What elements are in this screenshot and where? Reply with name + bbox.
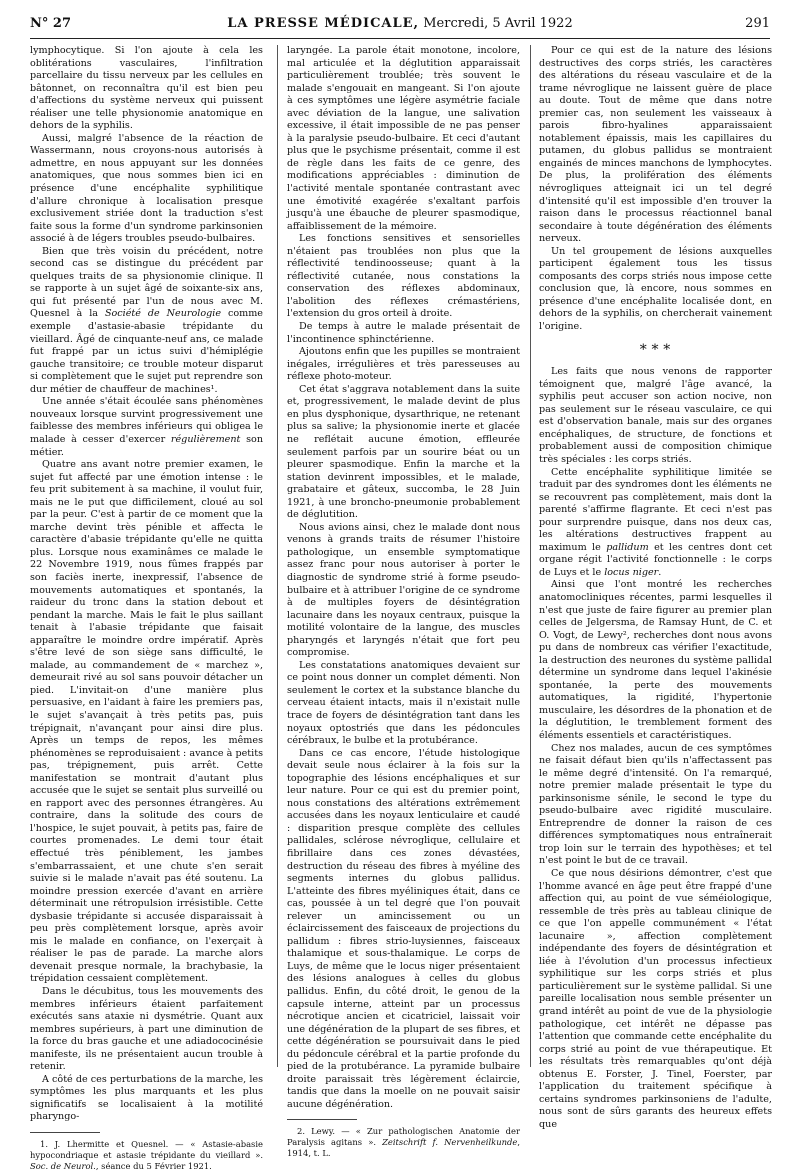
paragraph: Une année s'était écoulée sans phénomènes nouveaux lorsque survint progressivement une faiblesse des membres inférieurs qui obligea le malade à cesser d'exercer régulièrement son métier. — [30, 396, 263, 458]
paragraph: De temps à autre le malade présentait de l'incontinence sphinctérienne. — [287, 321, 520, 345]
paragraph: Ce que nous désirions démontrer, c'est que l'homme avancé en âge peut être frappé d'une affection qui, au point de vue séméiologique, ressemble de très près au tableau clinique de ce que l'on appelle communément « l'état lacunaire », affection complètement indépendante des foyers de désintégration et liée à l'évolution d'un processus infectieux syphilitique sur les corps striés et plus particulièrement sur le système pallidal. Si une pareille localisation nous semble présenter un grand intérêt au point de vue de la physiologie pathologique, cet intérêt ne dépasse pas l'attention que commande cette encéphalite du corps strié au point de vue thérapeutique. Et les résultats très remarquables qu'ont déjà obtenus E. Forster, J. Tinel, Foerster, par l'application du traitement spécifique à certains syndromes parkinsoniens de l'adulte, nous sont de sûrs garants des heureux effets que — [539, 868, 772, 1130]
issue-date: Mercredi, 5 Avril 1922 — [423, 16, 573, 31]
footnote: 2. Lewy. — « Zur pathologischen Anatomie der Paralysis agitans ». Zeitschrift f. Nervenheilkunde, 1914, t. L. — [287, 1126, 520, 1159]
text-column-2 — [287, 45, 520, 1159]
paragraph: Pour ce qui est de la nature des lésions destructives des corps striés, les caractères des altérations du réseau vasculaire et de la trame névroglique ne laissent guère de place au doute. Tout de même que dans notre premier cas, non seulement les vaisseaux à parois fibro-hyalines apparaissaient notablement épaissis, mais les capillaires du putamen, du globus pallidus se montraient engainés de minces manchons de lymphocytes. De plus, la prolifération des éléments névrogliques atteignait ici un tel degré d'intensité qu'il est impossible d'en trouver la raison dans le processus réactionnel banal secondaire à toute dégénération des éléments nerveux. — [539, 45, 772, 245]
footnote: 1. J. Lhermitte et Quesnel. — « Astasie-abasie hypocondriaque et astasie trépidante du vieillard ». Soc. de Neurol., séance du 5 Février 1921. — [30, 1139, 263, 1172]
running-title — [30, 16, 770, 31]
page-header — [30, 16, 770, 36]
paragraph: Aussi, malgré l'absence de la réaction de Wassermann, nous croyons-nous autorisés à admettre, en nous appuyant sur les données anatomiques, que nous sommes bien ici en présence d'une encéphalite syphilitique d'allure chronique à localisation presque exclusivement striée dont la traduction s'est faite sous la forme d'un syndrome parkinsonien associé à de légers troubles pseudo-bulbaires. — [30, 132, 263, 245]
paragraph: Bien que très voisin du précédent, notre second cas se distingue du précédent par quelques traits de sa physionomie clinique. Il se rapporte à un sujet âgé de soixante-six ans, qui fut présenté par l'un de nous avec M. Quesnel à la Société de Neurologie comme exemple d'astasie-abasie trépidante du vieillard. Âgé de cinquante-neuf ans, ce malade fut frappé par un ictus suivi d'hémiplégie gauche transitoire; ce trouble moteur disparut si complètement que le sujet put reprendre son dur métier de chauffeur de machines¹. — [30, 245, 263, 395]
paragraph: Les faits que nous venons de rapporter témoignent que, malgré l'âge avancé, la syphilis peut accuser son action nocive, non pas seulement sur le réseau vasculaire, ce qui est d'observation banale, mais sur des organes encéphaliques, de structure, de fonctions et probablement aussi de composition chimique très spéciales : les corps striés. — [539, 366, 772, 465]
footnote-rule — [287, 1119, 357, 1120]
society-name: Société de Neurologie — [104, 308, 222, 320]
column-divider — [277, 45, 278, 1067]
journal-name: LA PRESSE MÉDICALE, — [227, 16, 420, 31]
issue-number: N° 27 — [30, 16, 71, 31]
header-rule — [30, 38, 770, 39]
page-number: 291 — [745, 16, 770, 31]
paragraph: Ajoutons enfin que les pupilles se montraient inégales, irrégulières et très paresseuses au réflexe photo-moteur. — [287, 346, 520, 383]
paragraph: Ainsi que l'ont montré les recherches anatomocliniques récentes, parmi lesquelles il n'est que juste de faire figurer au premier plan celles de Jelgersma, de Ramsay Hunt, de C. et O. Vogt, de Lewy², recherches dont nous avons pu dans de nombreux cas vérifier l'exactitude, la destruction des neurones du système pallidal détermine un syndrome dans lequel l'akinésie spontanée, la perte des mouvements automatiques, la rigidité, l'hypertonie musculaire, les désordres de la phonation et de la déglutition, le tremblement forment des éléments essentiels et caractéristiques. — [539, 579, 772, 741]
paragraph: Cette encéphalite syphilitique limitée se traduit par des syndromes dont les éléments ne se recouvrent pas complètement, mais dont la parenté s'affirme flagrante. Et ceci n'est pas pour surprendre puisque, dans nos deux cas, les altérations destructives frappent au maximum le pallidum et les centres dont cet organe régit l'activité fonctionnelle : le corps de Luys et le locus niger. — [539, 466, 772, 578]
paragraph: laryngée. La parole était monotone, incolore, mal articulée et la déglutition apparaissait particulièrement troublée; très souvent le malade s'engouait en mangeant. Si l'on ajoute à ces symptômes une légère asymétrie faciale avec déviation de la langue, une salivation excessive, il était impossible de ne pas penser à la paralysie pseudo-bulbaire. Et ceci d'autant plus que le psychisme présentait, comme il est de règle dans les faits de ce genre, des modifications appréciables : diminution de l'activité mentale spontanée contrastant avec une émotivité exagérée s'exaltant parfois jusqu'à une ébauche de pleurer spasmodique, affaiblissement de la mémoire. — [287, 45, 520, 232]
paragraph: lymphocytique. Si l'on ajoute à cela les oblitérations vasculaires, l'infiltration parcellaire du tissu nerveux par les cellules en bâtonnet, on reconnaîtra qu'il est bien peu d'affections du système nerveux qui puissent réaliser une telle physionomie anatomique en dehors de la syphilis. — [30, 45, 263, 132]
paragraph: Quatre ans avant notre premier examen, le sujet fut affecté par une émotion intense : le feu prit subitement à sa machine, il voulut fuir, mais ne le put que difficilement, cloué au sol par la peur. C'est à partir de ce moment que la marche devint très pénible et affecta le caractère d'abasie trépidante qu'elle ne quitta plus. Lorsque nous examinâmes ce malade le 22 Novembre 1919, nous fûmes frappés par son faciès inerte, inexpressif, l'absence de mouvements automatiques et spontanés, la raideur du tronc dans la station debout et pendant la marche. Mais le fait le plus saillant tenait à l'abasie trépidante que faisait apparaître le moindre ordre impératif. Après s'être levé de son siège sans difficulté, le malade, au commandement de « marchez », demeurait rivé au sol sans pouvoir détacher un pied. L'invitait-on d'une manière plus persuasive, en l'aidant à faire les premiers pas, le sujet s'avançait à très petits pas, puis trépignait, n'avançant pour ainsi dire plus. Après un temps de repos, les mêmes phénomènes se reproduisaient : avance à petits pas, trépignement, puis arrêt. Cette manifestation se montrait d'autant plus accusée que le sujet se sentait plus surveillé ou en rapport avec des personnes étrangères. Au contraire, dans la solitude des cours de l'hospice, le sujet pouvait, à petits pas, faire de courtes promenades. Le demi tour était effectué très péniblement, les jambes s'embarrassaient, et une chute s'en serait suivie si le malade n'avait pas été soutenu. La moindre pression exercée d'avant en arrière déterminait une rétropulsion irrésistible. Cette dysbasie trépidante si accusée disparaissait à peu près complètement lorsque, après avoir mis le malade en confiance, on l'exerçait à réaliser le pas de parade. La marche alors devenait presque normale, la brachybasie, la trépidation cessaient complètement. — [30, 459, 263, 985]
text-column-3 — [539, 45, 772, 1130]
paragraph: Dans ce cas encore, l'étude histologique devait seule nous éclairer à la fois sur la topographie des lésions encéphaliques et sur leur nature. Pour ce qui est du premier point, nous constations des altérations extrêmement accusées dans les noyaux lenticulaire et caudé : disparition presque complète des cellules pallidales, sclérose névroglique, cellulaire et fibrillaire dans ces zones dévastées, destruction du réseau des fibres à myéline des segments internes du globus pallidus. L'atteinte des fibres myéliniques était, dans ce cas, poussée à un tel degré que l'on pouvait relever un amincissement ou un éclaircissement des faisceaux de projections du pallidum : fibres strio-luysiennes, faisceaux thalamique et sous-thalamique. Le corps de Luys, de même que le locus niger présentaient des lésions analogues à celles du globus pallidus. Enfin, du côté droit, le genou de la capsule interne, atteint par un processus nécrotique ancien et cicatriciel, laissait voir une dégénération de la plupart de ses fibres, et cette dégénération se poursuivait dans le pied du pédoncule cérébral et la partie profonde du pied de la protubérance. La pyramide bulbaire droite paraissait très légèrement éclaircie, tandis que dans la moelle on ne pouvait saisir aucune dégénération. — [287, 747, 520, 1110]
section-asterism: * * * — [639, 341, 672, 358]
paragraph: Cet état s'aggrava notablement dans la suite et, progressivement, le malade devint de plus en plus dysphonique, dysarthrique, ne retenant plus sa salive; la physionomie inerte et glacée ne reflétait aucune émotion, effleurée seulement parfois par un sourire béat ou un pleurer spasmodique. Enfin la marche et la station devinrent impossibles, et le malade, grabataire et gâteux, succomba, le 28 Juin 1921, à une broncho-pneumonie probablement de déglutition. — [287, 383, 520, 521]
paragraph: Dans le décubitus, tous les mouvements des membres inférieurs étaient parfaitement exécutés sans ataxie ni dysmétrie. Quant aux membres supérieurs, à part une diminution de la force du bras gauche et une adiadococinésie manifeste, ils ne présentaient aucun trouble à retenir. — [30, 986, 263, 1073]
text-column-1 — [30, 45, 263, 1172]
paragraph: Les fonctions sensitives et sensorielles n'étaient pas troublées non plus que la réflectivité tendinoosseuse; quant à la réflectivité cutanée, nous constations la conservation des réflexes abdominaux, l'abolition des réflexes crémastériens, l'extension du gros orteil à droite. — [287, 233, 520, 320]
paragraph: Chez nos malades, aucun de ces symptômes ne faisait défaut bien qu'ils n'affectassent pas le même degré d'intensité. On l'a remarqué, notre premier malade présentait le type du parkinsonisme sénile, le second le type du pseudo-bulbaire avec rigidité musculaire. Entreprendre de donner la raison de ces différences symptomatiques nous entraînerait trop loin sur le terrain des hypothèses; et tel n'est point le but de ce travail. — [539, 742, 772, 867]
column-divider — [530, 45, 531, 1067]
paragraph: Les constatations anatomiques devaient sur ce point nous donner un complet démenti. Non seulement le cortex et la substance blanche du cerveau étaient intacts, mais il n'existait nulle trace de foyers de désintégration tant dans les noyaux optostriés que dans les pédoncules cérébraux, le bulbe et la protubérance. — [287, 659, 520, 747]
paragraph: Un tel groupement de lésions auxquelles participent également tous les tissus composants des corps striés nous impose cette conclusion que, là encore, nous sommes en présence d'une encéphalite localisée dont, en dehors de la syphilis, on chercherait vainement l'origine. — [539, 245, 772, 333]
paragraph: A côté de ces perturbations de la marche, les symptômes les plus marquants et les plus significatifs se localisaient à la motilité pharyngo- — [30, 1073, 263, 1123]
paragraph: Nous avions ainsi, chez le malade dont nous venons à grands traits de résumer l'histoire pathologique, un ensemble symptomatique assez franc pour nous autoriser à porter le diagnostic de syndrome strié à forme pseudo-bulbaire et à attribuer l'origine de ce syndrome à de multiples foyers de désintégration lacunaire dans les noyaux centraux, puisque la motilité volontaire de la langue, des muscles pharyngés et laryngés n'était que fort peu compromise. — [287, 521, 520, 659]
footnote-rule — [30, 1132, 100, 1133]
